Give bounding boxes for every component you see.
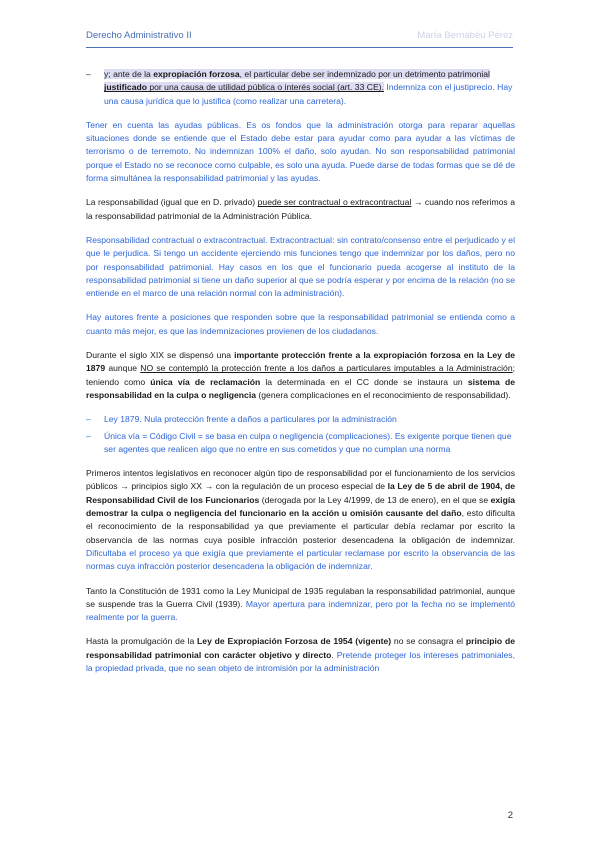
text-span: , el particular debe ser indemnizado por un detrimento patrimonial	[239, 69, 490, 79]
text-span: La responsabilidad (igual que en D. privado)	[86, 197, 258, 208]
bold-text: sistema de responsabilidad en la culpa o negligencia	[86, 376, 515, 400]
paragraph	[86, 349, 515, 402]
paragraph	[86, 467, 515, 573]
bold-text: la Ley de 5 de abril de 1904, de Responsabilidad Civil de los Funcionarios	[86, 481, 515, 505]
paragraph	[86, 635, 515, 675]
text-span: (genera complicaciones en el reconocimiento de responsabilidad).	[256, 389, 511, 400]
bold-text: importante protección frente a la expropiación forzosa en la Ley de 1879	[86, 350, 515, 374]
bold-text: expropiación forzosa	[153, 69, 240, 79]
paragraph: Tener en cuenta las ayudas públicas. Es os fondos que la administración otorga para reparar aquellas situaciones donde se entiende que el Estado debe estar para ayudar como para ayudar a las víctimas de terrorismo o de terremoto. No indemnizan 100% el daño, solo ayudan. No son responsabilidad patrimonial porque el Estado no se reconoce como culpable, es solo una ayuda. Puede darse de todas formas que se dé de forma simultánea la responsabilidad patrimonial y las ayudas.	[86, 119, 515, 184]
bold-text: Ley de Expropiación Forzosa de 1954 (vigente)	[197, 636, 392, 647]
paragraph: Hay autores frente a posiciones que responden sobre que la responsabilidad patrimonial se entienda como a cuanto más mejor, es que las indemnizaciones provienen de los ciudadanos.	[86, 312, 515, 336]
page-number: 2	[507, 810, 513, 821]
dash-list	[86, 413, 515, 456]
text-span: → cuando nos referimos a la responsabilidad patrimonial de la Administración Pública.	[86, 197, 515, 221]
text-span: , esto dificulta el reconocimiento de la responsabilidad ya que previamente el particular debía reclamar por escrito la observancia de las normas cuya posible infracción posterior desencadena la obligación de indemnizar.	[86, 508, 515, 545]
text-span: .	[331, 649, 337, 660]
dash-bullet: –	[86, 430, 91, 441]
text-span: no se consagra el	[391, 636, 466, 647]
list-item	[86, 430, 515, 457]
blue-note: Mayor apertura para indemnizar, pero por la fecha no se implementó realmente por la guerra.	[86, 598, 516, 623]
text-span: y; ante de la	[104, 69, 154, 79]
blue-note: Indemniza con el justiprecio. Hay una causa jurídica que lo justifica (como realizar una carretera).	[104, 82, 513, 106]
blue-note: Pretende proteger los intereses patrimoniales, la propiedad privada, que no sean objeto de intromisión por la administración	[86, 649, 515, 673]
paragraph	[86, 196, 515, 223]
blue-note: Dificultaba el proceso ya que exigía que previamente el particular reclamase por escrito la observancia de las normas cuya infracción posterior desencadena la obligación de indemnizar.	[86, 547, 515, 572]
paragraph: Responsabilidad contractual o extracontractual. Extracontractual: sin contrato/consenso entre el perjudicado y el que le perjudica. Si tengo un accidente ejerciendo mis funciones tengo que indemnizar por los daños, pero no por responsabilidad patrimonial. Hay casos en los que el funcionario pueda acogerse al instituto de la responsabilidad patrimonial si tiene un daño superior al que se podría esperar y por encima de la relación (no se entiende en el marco de una relación normal con la administración).	[86, 234, 515, 299]
bold-text: principio de responsabilidad patrimonial con carácter objetivo y directo	[86, 636, 515, 660]
underlined-text: NO se contempló la protección frente a los daños a particulares imputables a la Administración	[140, 363, 513, 374]
bold-text: única vía de reclamación	[150, 376, 261, 387]
underlined-text: por una causa de utilidad pública o interés social (art. 33 CE).	[146, 82, 384, 93]
text-span: (derogada por la Ley 4/1999, de 13 de enero), en el que se	[259, 494, 491, 505]
paragraph	[86, 585, 515, 625]
text-span: Tanto la Constitución de 1931 como la Ley Municipal de 1935 regulaban la responsabilidad patrimonial, aunque se suspende tras la Guerra Civil (1939).	[86, 585, 515, 609]
document-body	[86, 68, 515, 686]
text-span: la determinada en el CC donde se instaura un	[260, 376, 468, 387]
page-header	[86, 30, 513, 41]
course-title: Derecho Administrativo II	[86, 30, 192, 41]
text-span: ; teniendo como	[86, 363, 515, 387]
list-item	[86, 413, 515, 426]
text-span: aunque	[105, 363, 141, 374]
list-item-text: Única vía = Código Civil = se basa en culpa o negligencia (complicaciones). Es exigente porque tienen que ser agentes que realicen algo que no entre en sus cometidos y que no cumplan una norma	[104, 430, 512, 454]
list-item-text: Ley 1879. Nula protección frente a daños a particulares por la administración	[104, 414, 397, 425]
header-divider	[86, 47, 513, 48]
text-span: Hasta la promulgación de la	[86, 636, 198, 647]
text-span: Durante el siglo XIX se dispensó una	[86, 350, 235, 361]
dash-bullet: –	[86, 414, 91, 425]
dash-bullet: –	[86, 69, 91, 79]
bold-text: exigía demostrar la culpa o negligencia del funcionario en la acción u omisión causante del daño	[86, 494, 515, 519]
bold-underlined-text: justificado	[104, 82, 147, 93]
text-span: Primeros intentos legislativos en reconocer algún tipo de responsabilidad por el funcionamiento de los servicios públicos → principios siglo XX → con la regulación de un proceso especial de	[86, 468, 515, 492]
author-name: María Bernabéu Pérez	[417, 30, 513, 41]
underlined-text: puede ser contractual o extracontractual	[257, 197, 412, 208]
list-item	[86, 68, 515, 108]
